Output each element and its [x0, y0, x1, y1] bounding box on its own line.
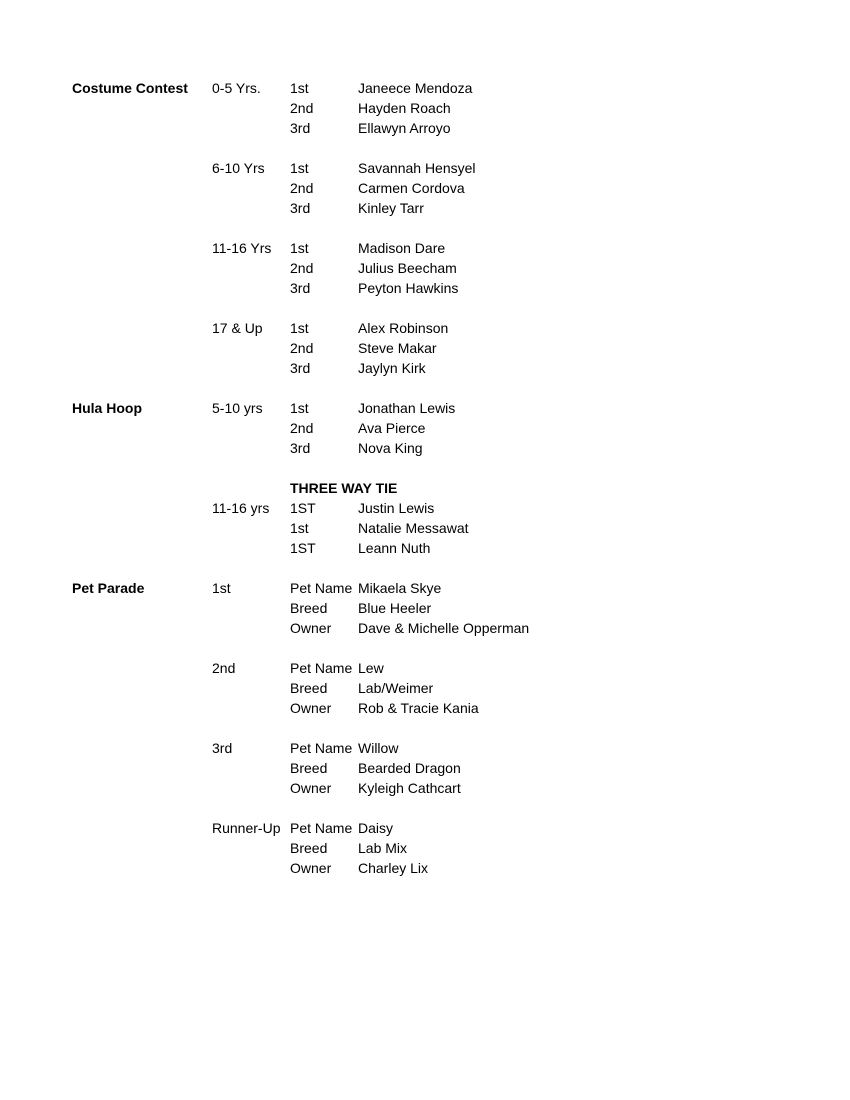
- result-line: [72, 238, 778, 258]
- entry-value: Lab/Weimer: [358, 680, 434, 696]
- entry-value: Charley Lix: [358, 860, 429, 876]
- result-line: [72, 738, 778, 758]
- result-line: [72, 398, 778, 418]
- result-line: [72, 98, 778, 118]
- result-line: [72, 178, 778, 198]
- group-label: Runner-Up: [212, 820, 281, 836]
- result-group: [72, 158, 778, 218]
- group-label: 11-16 yrs: [212, 500, 270, 516]
- result-line: [72, 358, 778, 378]
- entry-label: Owner: [290, 780, 332, 796]
- result-line: [72, 258, 778, 278]
- section-title: Hula Hoop: [72, 400, 142, 416]
- result-group: [72, 738, 778, 798]
- result-line: [72, 278, 778, 298]
- result-line: [72, 538, 778, 558]
- result-group: [72, 238, 778, 298]
- entry-value: Ellawyn Arroyo: [358, 120, 451, 136]
- entry-label: 1st: [290, 320, 309, 336]
- entry-value: Lab Mix: [358, 840, 408, 856]
- entry-label: 2nd: [290, 420, 314, 436]
- result-line: [72, 158, 778, 178]
- group-label: 17 & Up: [212, 320, 263, 336]
- entry-label: Breed: [290, 600, 328, 616]
- entry-value: Carmen Cordova: [358, 180, 465, 196]
- entry-label: 2nd: [290, 100, 314, 116]
- entry-label: 1st: [290, 160, 309, 176]
- result-line: [72, 198, 778, 218]
- group-label: 5-10 yrs: [212, 400, 263, 416]
- entry-label: 3rd: [290, 360, 311, 376]
- result-group: [72, 818, 778, 878]
- entry-value: Kinley Tarr: [358, 200, 424, 216]
- entry-label: 1st: [290, 520, 309, 536]
- result-line: [72, 838, 778, 858]
- results-list: [72, 78, 778, 898]
- entry-label: 3rd: [290, 200, 311, 216]
- result-line: [72, 518, 778, 538]
- entry-label: 1st: [290, 400, 309, 416]
- result-line: [72, 778, 778, 798]
- group-label: 3rd: [212, 740, 233, 756]
- entry-value: Bearded Dragon: [358, 760, 461, 776]
- entry-value: Jonathan Lewis: [358, 400, 456, 416]
- result-line: [72, 418, 778, 438]
- result-line: [72, 318, 778, 338]
- result-group: [72, 578, 778, 638]
- entry-value: Hayden Roach: [358, 100, 451, 116]
- result-line: [72, 478, 778, 498]
- result-line: [72, 438, 778, 458]
- entry-label: Breed: [290, 760, 328, 776]
- result-line: [72, 698, 778, 718]
- entry-value: Daisy: [358, 820, 394, 836]
- tie-note: THREE WAY TIE: [290, 480, 398, 496]
- entry-label: Breed: [290, 840, 328, 856]
- entry-value: Ava Pierce: [358, 420, 426, 436]
- result-group: [72, 398, 778, 458]
- entry-value: Lew: [358, 660, 384, 676]
- entry-label: Owner: [290, 700, 332, 716]
- result-line: [72, 78, 778, 98]
- entry-label: 2nd: [290, 260, 314, 276]
- entry-value: Willow: [358, 740, 399, 756]
- result-line: [72, 658, 778, 678]
- entry-label: Pet Name: [290, 580, 353, 596]
- result-line: [72, 338, 778, 358]
- entry-label: Owner: [290, 860, 332, 876]
- entry-value: Mikaela Skye: [358, 580, 442, 596]
- entry-value: Nova King: [358, 440, 423, 456]
- entry-value: Leann Nuth: [358, 540, 431, 556]
- result-line: [72, 118, 778, 138]
- entry-value: Rob & Tracie Kania: [358, 700, 479, 716]
- entry-label: 2nd: [290, 180, 314, 196]
- section-title: Costume Contest: [72, 80, 188, 96]
- entry-value: Justin Lewis: [358, 500, 435, 516]
- entry-label: Pet Name: [290, 820, 353, 836]
- result-group: [72, 478, 778, 558]
- group-label: 2nd: [212, 660, 236, 676]
- entry-value: Peyton Hawkins: [358, 280, 459, 296]
- entry-label: 1st: [290, 80, 309, 96]
- section-title: Pet Parade: [72, 580, 145, 596]
- result-line: [72, 618, 778, 638]
- entry-label: 1st: [290, 240, 309, 256]
- result-line: [72, 858, 778, 878]
- entry-label: 2nd: [290, 340, 314, 356]
- entry-value: Natalie Messawat: [358, 520, 469, 536]
- entry-value: Blue Heeler: [358, 600, 432, 616]
- result-line: [72, 678, 778, 698]
- group-label: 1st: [212, 580, 231, 596]
- result-line: [72, 598, 778, 618]
- entry-label: 1ST: [290, 540, 316, 556]
- entry-label: 3rd: [290, 280, 311, 296]
- group-label: 0-5 Yrs.: [212, 80, 261, 96]
- result-line: [72, 818, 778, 838]
- result-line: [72, 498, 778, 518]
- entry-value: Savannah Hensyel: [358, 160, 476, 176]
- entry-value: Alex Robinson: [358, 320, 449, 336]
- result-group: [72, 658, 778, 718]
- entry-value: Kyleigh Cathcart: [358, 780, 461, 796]
- entry-label: 3rd: [290, 440, 311, 456]
- entry-value: Madison Dare: [358, 240, 446, 256]
- entry-value: Janeece Mendoza: [358, 80, 473, 96]
- result-group: [72, 318, 778, 378]
- entry-value: Steve Makar: [358, 340, 437, 356]
- entry-label: Owner: [290, 620, 332, 636]
- result-group: [72, 78, 778, 138]
- group-label: 6-10 Yrs: [212, 160, 265, 176]
- result-line: [72, 578, 778, 598]
- entry-label: Pet Name: [290, 740, 353, 756]
- entry-label: Pet Name: [290, 660, 353, 676]
- entry-label: 3rd: [290, 120, 311, 136]
- entry-value: Dave & Michelle Opperman: [358, 620, 530, 636]
- entry-value: Julius Beecham: [358, 260, 457, 276]
- result-line: [72, 758, 778, 778]
- entry-label: Breed: [290, 680, 328, 696]
- group-label: 11-16 Yrs: [212, 240, 272, 256]
- entry-value: Jaylyn Kirk: [358, 360, 426, 376]
- entry-label: 1ST: [290, 500, 316, 516]
